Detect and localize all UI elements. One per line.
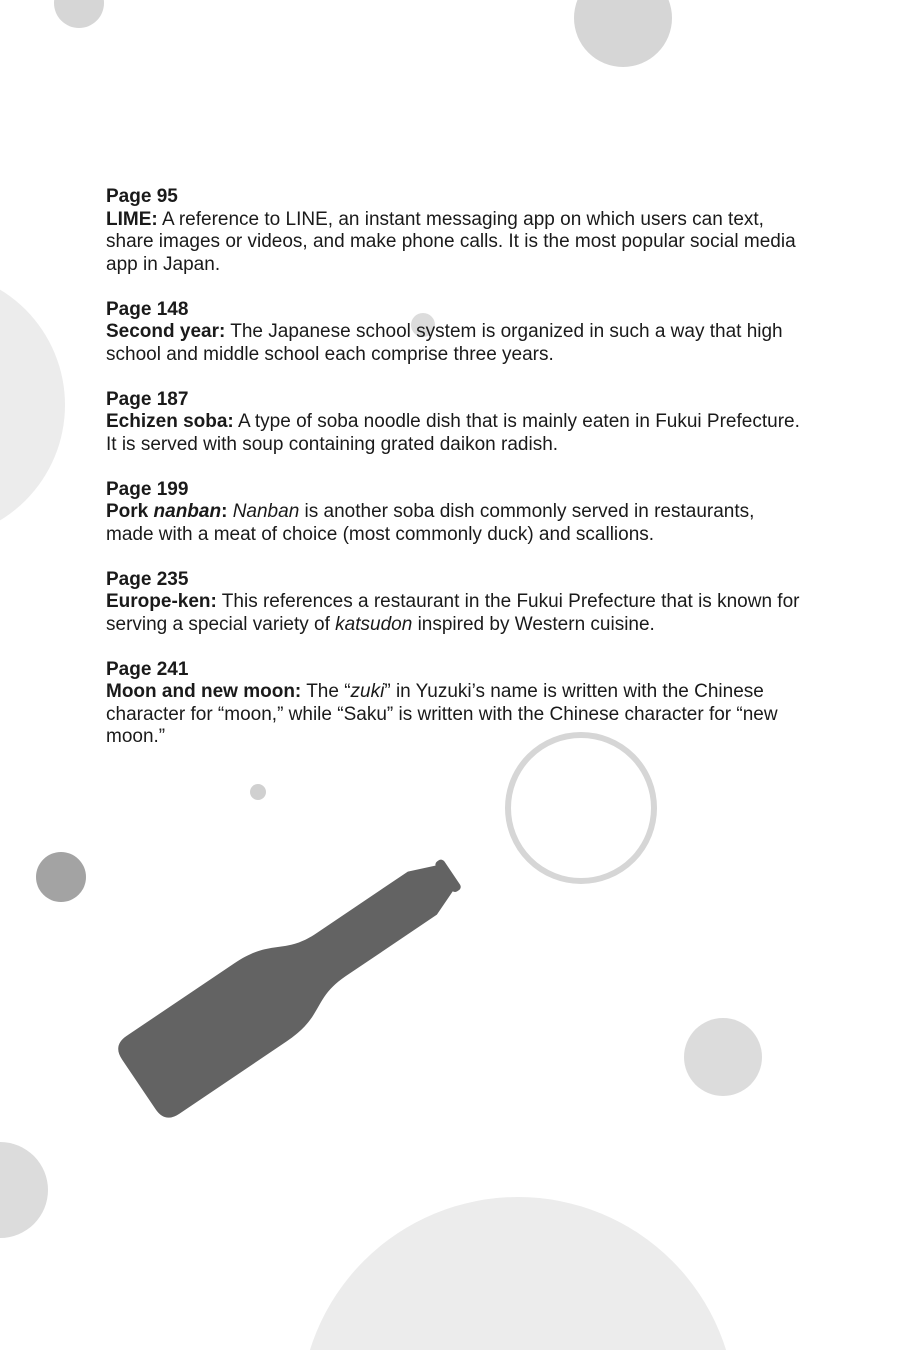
note-term: LIME: [106, 208, 158, 230]
note-page-95 [106, 186, 806, 276]
note-page-235 [106, 569, 806, 637]
note-definition-italic: katsudon [335, 613, 413, 635]
note-term: Echizen soba: [106, 411, 234, 432]
glossary-notes [106, 186, 806, 771]
note-page-label: Page 235 [106, 568, 189, 590]
note-page-label: Page 199 [106, 478, 189, 500]
note-definition: A type of soba noodle dish that is mainly eaten in Fukui Prefecture. It is served with soup containing grated daikon radish. [106, 411, 800, 455]
note-text [106, 591, 806, 636]
note-page-148 [106, 299, 806, 367]
note-text [106, 411, 806, 456]
note-definition-italic: Nanban [232, 501, 300, 522]
circle-bottom-left [0, 1142, 48, 1238]
circle-left-large [0, 270, 65, 540]
note-definition-italic: zuki [350, 681, 385, 702]
note-definition-end: ” in Yuzuki’s name is written with the Chinese character for “moon,” while “Saku” is written with the Chinese character for “new moon.” [106, 681, 778, 747]
note-definition-end: inspired by Western cuisine. [412, 613, 655, 635]
circle-dark-left [36, 852, 86, 902]
bottle-icon [113, 834, 479, 1123]
note-page-label: Page 187 [106, 388, 189, 410]
note-term: Europe-ken: [106, 591, 217, 612]
note-term [106, 501, 227, 522]
note-term-colon: : [221, 501, 228, 522]
note-term-plain: Pork [106, 501, 154, 522]
note-definition-start: This references a restaurant in the Fukui Prefecture that is known for serving a special variety of [106, 591, 800, 635]
note-text [106, 501, 806, 546]
circle-right-mid [684, 1018, 762, 1096]
note-definition: A reference to LINE, an instant messaging app on which users can text, share images or videos, and make phone calls. It is the most popular social media app in Japan. [106, 208, 796, 275]
note-page-label: Page 95 [106, 186, 178, 207]
note-page-187 [106, 389, 806, 457]
circle-top-left [54, 0, 104, 28]
note-text [106, 321, 806, 366]
note-page-label: Page 148 [106, 298, 189, 320]
note-term-italic: nanban [153, 501, 222, 522]
note-term: Second year: [106, 321, 226, 342]
dot-small [250, 784, 266, 800]
note-text [106, 681, 806, 749]
note-page-241 [106, 659, 806, 749]
note-text [106, 209, 806, 277]
note-definition-start: The “ [301, 681, 351, 702]
note-term: Moon and new moon: [106, 681, 302, 702]
note-definition: The Japanese school system is organized in such a way that high school and middle school each comprise three years. [106, 321, 783, 365]
circle-bottom-large [300, 1197, 736, 1350]
note-page-label: Page 241 [106, 658, 189, 680]
note-definition: is another soba dish commonly served in restaurants, made with a meat of choice (most commonly duck) and scallions. [106, 501, 755, 545]
circle-top-right [574, 0, 672, 67]
note-page-199 [106, 479, 806, 547]
